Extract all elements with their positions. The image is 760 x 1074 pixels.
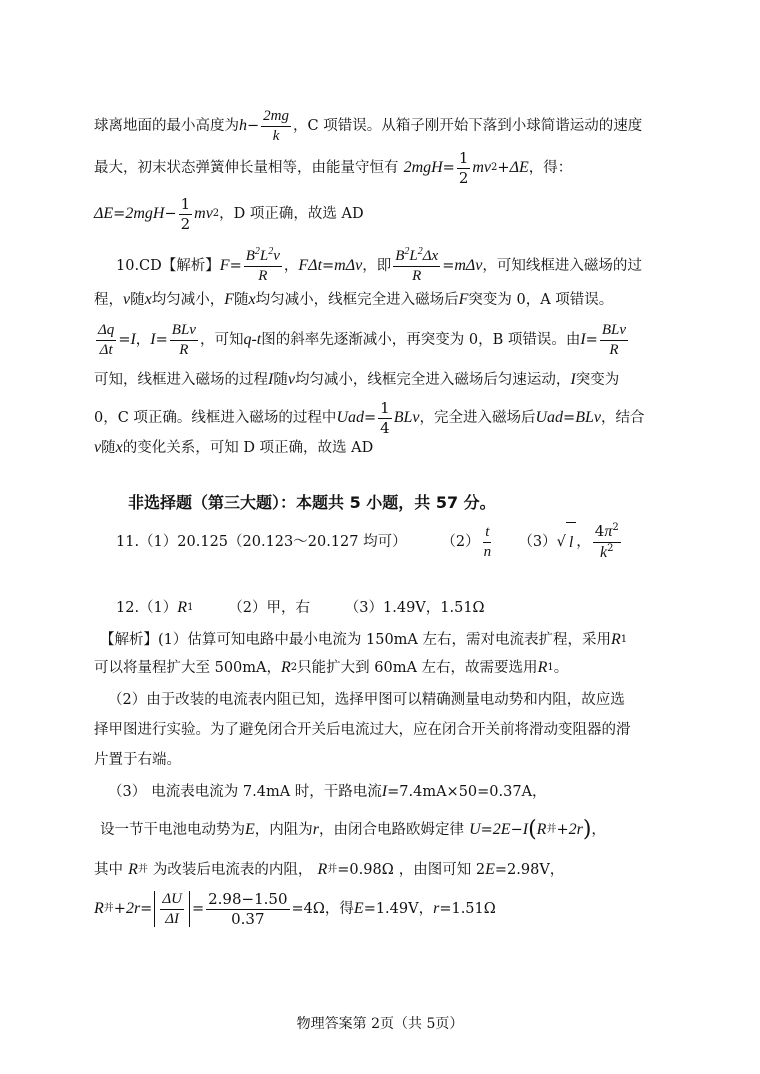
fraction-numeric: [206, 891, 289, 927]
text: 均匀减小，线框完全进入磁场后: [255, 292, 459, 308]
math-minus: −: [164, 206, 177, 222]
math-I: I: [130, 331, 136, 348]
text: 只能扩大到 60mA 左右，故需要选用: [297, 660, 538, 676]
denominator: R: [179, 341, 189, 358]
text-line-8: 0，C 项正确。线框进入磁场的过程中 U ad = $\frac{1}{4}$ BLv ，完全进入磁场后 U ad = BLv ，结合: [94, 399, 645, 437]
math-R: R: [317, 861, 328, 878]
math-2mgH: 2mgH: [125, 205, 165, 222]
text: ，内阻为: [254, 822, 313, 838]
answer-12: 12.（1） R 1 （2）甲，右 （3）1.49V，1.51Ω: [116, 588, 674, 628]
math-BLv: BLv: [575, 409, 601, 426]
text: 0，C 项正确。线框进入磁场的过程中: [94, 410, 337, 426]
sqrt-l: √ l: [557, 522, 577, 563]
text: 突变为 0，A 项错误。: [468, 292, 614, 308]
page-footer: 物理答案第 2页（共 5页）: [296, 1016, 464, 1032]
text: 其中: [94, 862, 123, 878]
math-m-delta-v: mΔv: [334, 257, 363, 274]
text-line-6: [94, 320, 674, 360]
math-equals: =: [585, 332, 598, 348]
math-minus: −: [510, 822, 523, 838]
fraction-4pi2-over-k2: [593, 523, 621, 561]
math-I: I: [580, 331, 586, 348]
text: ，: [576, 534, 591, 550]
denominator: 4: [380, 418, 390, 437]
fraction-BLv-over-R: [600, 322, 628, 358]
math-2E: 2E: [492, 821, 511, 838]
numerator: 1: [458, 149, 469, 167]
section-heading: 非选择题（第三大题）：本题共 5 小题，共 57 分。: [128, 493, 496, 512]
math-equals: =: [364, 410, 377, 426]
math-r: r: [433, 900, 440, 917]
denominator: R: [412, 267, 422, 284]
numerator: $B^2L^2v$: [244, 248, 282, 267]
text: 电流表电流为 7.4mA 时，干路电流: [151, 784, 382, 800]
fraction-dU-over-dI: [160, 891, 184, 927]
text: 随: [130, 292, 145, 308]
explanation-line-1: 【解析】(1）估算可知电路中最小电流为 150mA 左右，需对电流表扩程，采用 R 1: [100, 620, 674, 660]
math-U: U: [469, 821, 481, 838]
denominator: R: [258, 267, 268, 284]
text: 的变化关系，可知 D 项正确，故选 AD: [122, 440, 374, 456]
text: ，得：: [528, 160, 573, 176]
text: 11.（1）20.125（20.123～20.127 均可）: [116, 534, 407, 550]
denominator: 2: [180, 214, 191, 233]
text: 择甲图进行实验。为了避免闭合开关后电流过大，应在闭合开关前将滑动变阻器的滑: [94, 722, 631, 738]
math-2r: 2r: [125, 900, 141, 917]
math-F: F: [219, 257, 230, 274]
text: ，由闭合电路欧姆定律: [319, 822, 465, 838]
numerator: BLv: [170, 322, 198, 341]
text: 。: [553, 660, 569, 676]
denominator: R: [609, 341, 619, 358]
math-R: R: [281, 659, 291, 676]
math-mv: mv: [472, 159, 492, 176]
text: 可以将量程扩大至 500mA，: [94, 660, 282, 676]
math-v: v: [94, 439, 102, 456]
numerator: 2.98−1.50: [208, 890, 288, 908]
math-R: R: [177, 599, 188, 616]
text: ，D 项正确，故选 AD: [219, 206, 364, 222]
text-line-5: [94, 280, 674, 320]
denominator: 0.37: [231, 909, 265, 928]
text: 均匀减小，: [151, 292, 225, 308]
text: 可知，线框进入磁场的过程: [94, 372, 268, 388]
math-x: x: [248, 291, 256, 308]
text: 为改装后电流表的内阻，: [152, 862, 313, 878]
numerator: 2mg: [261, 108, 291, 127]
text: ，: [283, 258, 299, 274]
math-delta-E: ΔE: [94, 205, 114, 222]
text: （3）1.49V，1.51Ω: [344, 600, 485, 616]
math-value: 0.98Ω: [349, 862, 394, 878]
explanation-line-2: 可以将量程扩大至 500mA， R 2 只能扩大到 60mA 左右，故需要选用 R 1 。: [94, 648, 674, 688]
text: ，可知: [199, 332, 244, 348]
math-I: I: [522, 821, 529, 838]
math-x: x: [144, 291, 152, 308]
math-BLv: BLv: [393, 409, 420, 426]
math-E: E: [353, 900, 364, 917]
math-F: F: [224, 291, 234, 308]
math-equals: =: [442, 258, 455, 274]
text-line-9: [94, 428, 674, 468]
fraction-half: [457, 150, 471, 186]
math-h: h: [239, 117, 247, 134]
denominator: k: [272, 127, 280, 144]
math-equals: =: [113, 206, 126, 222]
math-R: R: [536, 821, 547, 838]
math-2r: 2r: [568, 821, 583, 838]
math-equals: =: [442, 160, 455, 176]
absolute-value: [154, 891, 190, 927]
text: 【解析】(1）估算可知电路中最小电流为 150mA 左右，需对电流表扩程，采用: [100, 632, 611, 648]
numerator: 1: [380, 399, 390, 417]
math-equals: =: [191, 901, 205, 917]
text: =2.98V，: [494, 862, 565, 878]
denominator: ΔI: [165, 910, 180, 927]
fraction-BLv-over-R: [170, 322, 198, 358]
paren-close: ): [582, 817, 592, 842]
math-I: I: [570, 371, 576, 388]
denominator: Δt: [99, 341, 113, 358]
math-x: x: [115, 439, 123, 456]
numerator: $4\pi^2$: [593, 523, 621, 543]
text: （3）: [108, 784, 147, 800]
fraction-B2L2v-over-R: [244, 248, 282, 284]
math-v: v: [287, 371, 295, 388]
denominator: n: [483, 543, 492, 560]
text: ，得: [324, 901, 354, 917]
text: （2）: [441, 534, 480, 550]
math-v: v: [123, 291, 131, 308]
text: 12.（1）: [116, 600, 178, 616]
text: 随: [273, 372, 288, 388]
math-equals: =: [140, 901, 153, 917]
text: （2）甲，右: [228, 600, 310, 616]
text: ，完全进入磁场后: [419, 410, 536, 426]
numerator: $B^2L^2\Delta x$: [393, 248, 440, 267]
text: 突变为: [575, 372, 620, 388]
text: ，即: [362, 258, 392, 274]
math-U: U: [535, 409, 548, 426]
math-E: E: [245, 821, 255, 838]
math-equals: =: [337, 862, 350, 878]
math-q-t: q-t: [243, 331, 262, 348]
text: ，: [135, 332, 151, 348]
fraction-half: [179, 196, 193, 232]
explanation-line-7: 设一节干电池电动势为 E ，内阻为 r ，由闭合电路欧姆定律 U = 2E − I ( R 并 + 2r ) ，: [100, 810, 674, 850]
math-2mgH: 2mgH: [403, 159, 443, 176]
text-line-2: 最大，初末状态弹簧伸长量相等，由能量守恒有 2mgH = $\frac{1}{2}$ mv 2 + ΔE ，得：: [94, 149, 573, 187]
text: 球离地面的最小高度为: [94, 118, 239, 134]
fraction-2mg-over-k: [261, 108, 291, 144]
explanation-line-9: R 并 + 2r = $\frac{\Delta U}{\Delta I}$ = $\frac{2.98-1.50}{0.37}$ = 4Ω ，得 E =1.49V， r =1.51Ω: [94, 890, 496, 928]
text: ，由图可知 2: [398, 862, 486, 878]
math-E: E: [485, 861, 495, 878]
numerator: ΔU: [160, 891, 184, 910]
math-value: 4Ω: [303, 901, 325, 917]
math-delta-E: ΔE: [509, 159, 529, 176]
text: =1.49V，: [363, 901, 434, 917]
answer-11: [116, 522, 674, 562]
math-plus: +: [113, 901, 126, 917]
math-I: I: [381, 783, 388, 800]
math-equals: =: [118, 332, 131, 348]
math-minus: −: [247, 118, 260, 134]
text: 均匀减小，线框完全进入磁场后匀速运动，: [294, 372, 571, 388]
text: 随: [101, 440, 116, 456]
math-R: R: [128, 861, 138, 878]
text: =1.51Ω: [439, 901, 496, 917]
math-r: r: [312, 821, 320, 838]
text: 片置于右端。: [94, 752, 181, 768]
fraction-dq-over-dt: [96, 322, 116, 358]
math-equals: =: [322, 258, 335, 274]
text-line-7: [94, 360, 674, 400]
numerator: 1: [180, 195, 191, 213]
numerator: Δq: [96, 322, 116, 341]
text: ，可知线框进入磁场的过: [482, 258, 642, 274]
math-U: U: [336, 409, 348, 426]
radicand: l: [566, 522, 576, 563]
fraction-t-over-n: [482, 524, 494, 560]
math-R: R: [537, 659, 548, 676]
text: 设一节干电池电动势为: [100, 822, 245, 838]
text: 程，: [94, 292, 123, 308]
math-F-delta-t: FΔt: [298, 257, 323, 274]
text: 随: [234, 292, 249, 308]
math-I: I: [268, 371, 274, 388]
math-plus: +: [556, 822, 569, 838]
text-line-1: [94, 106, 674, 146]
denominator: 2: [458, 168, 469, 187]
math-I: I: [150, 331, 156, 348]
math-F: F: [458, 291, 469, 308]
question-10-label: 10.CD【解析】: [116, 258, 220, 274]
text: （3）: [518, 534, 557, 550]
numerator: BLv: [600, 322, 628, 341]
math-equals: =: [155, 332, 168, 348]
explanation-line-8: 其中 R 并 为改装后电流表的内阻， R 并 = 0.98Ω ，由图可知 2 E =2.98V，: [94, 850, 674, 890]
paren-open: (: [528, 817, 537, 842]
math-m-delta-v: mΔv: [454, 257, 483, 274]
math-equals: =: [229, 258, 242, 274]
text: （2）由于改装的电流表内阻已知，选择甲图可以精确测量电动势和内阻，故应选: [108, 692, 625, 708]
math-R: R: [611, 631, 621, 648]
text: =7.4mA×50=0.37A，: [387, 784, 547, 800]
math-equals: =: [563, 410, 576, 426]
denominator: $k^2$: [599, 542, 614, 561]
text-line-3: ΔE = 2mgH − $\frac{1}{2}$ mv 2 ，D 项正确，故选 AD: [94, 195, 364, 233]
math-equals: =: [480, 822, 493, 838]
text: 最大，初末状态弹簧伸长量相等，由能量守恒有: [94, 160, 399, 176]
math-R: R: [94, 900, 104, 917]
math-equals: =: [291, 901, 304, 917]
numerator: t: [483, 524, 491, 543]
explanation-line-6: [108, 772, 674, 812]
text: ，C 项错误。从箱子刚开始下落到小球简谐运动的速度: [293, 118, 643, 134]
math-mv: mv: [194, 205, 213, 222]
text: ，结合: [600, 410, 645, 426]
fraction-B2L2dx-over-R: [393, 248, 440, 284]
text: 图的斜率先逐渐减小，再突变为 0，B 项错误。由: [261, 332, 581, 348]
math-plus: +: [497, 160, 510, 176]
